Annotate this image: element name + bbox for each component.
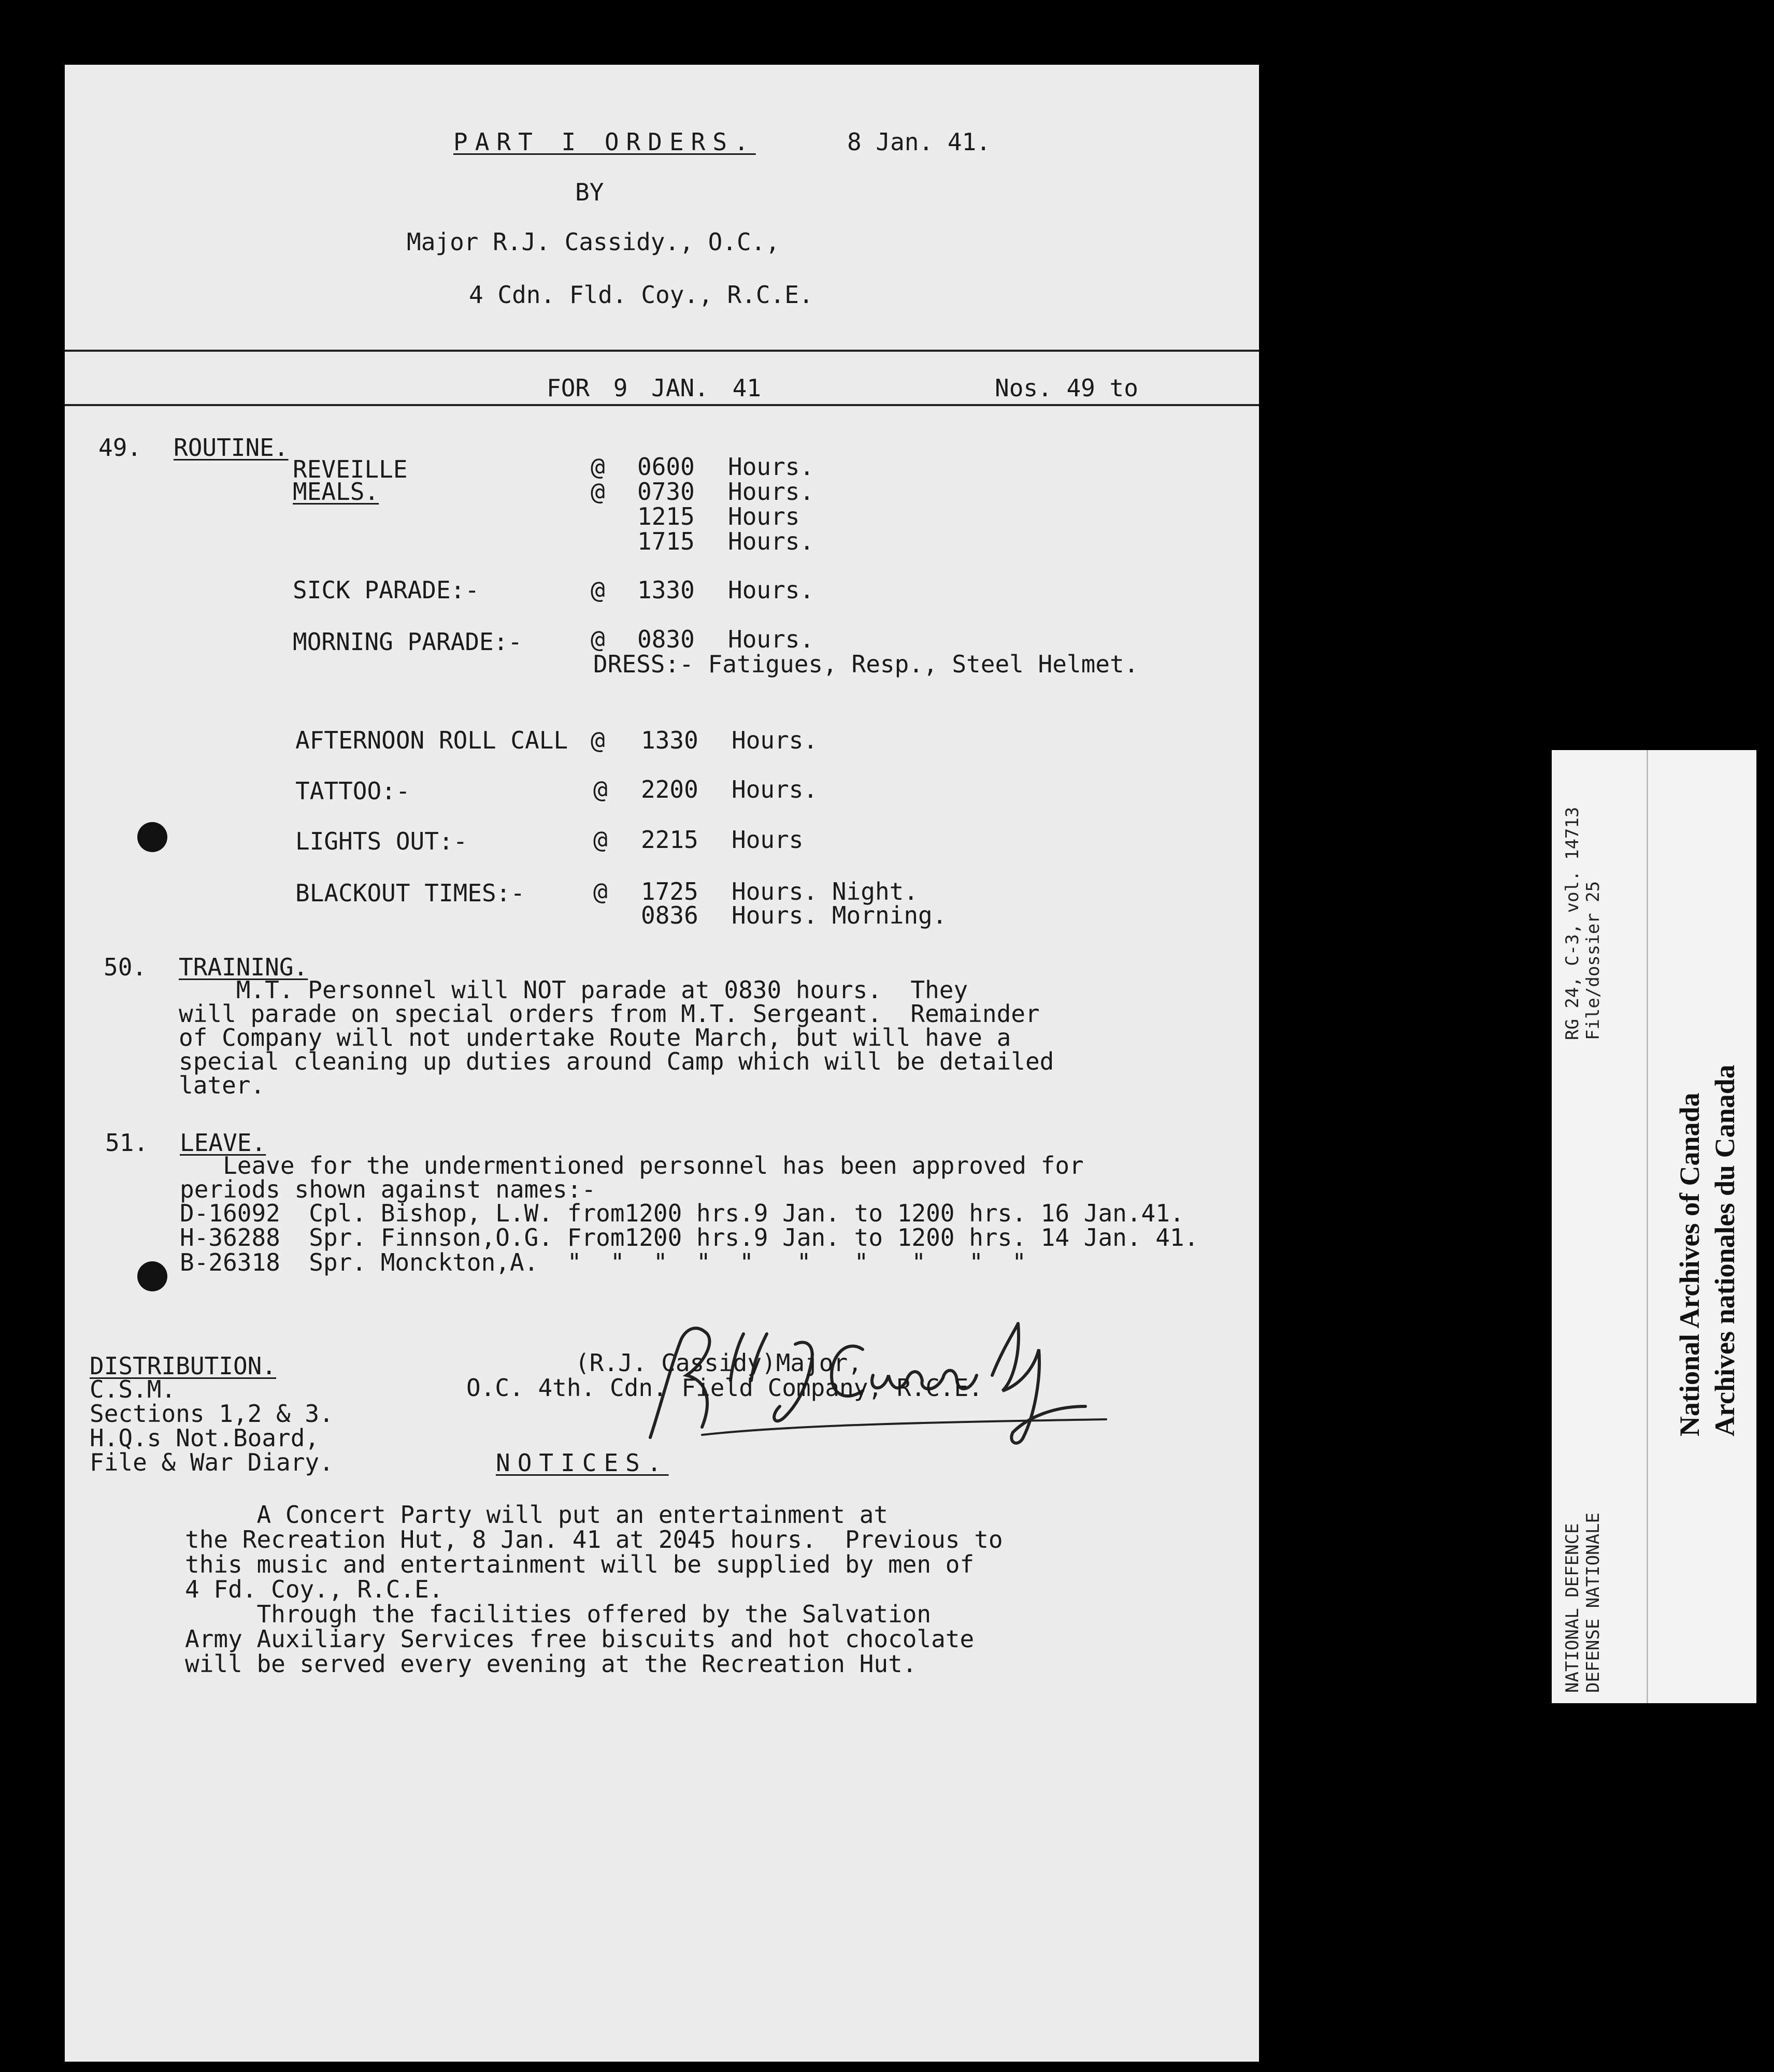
- routine-unit: Hours.: [728, 527, 814, 555]
- notices-line: 4 Fd. Coy., R.C.E.: [185, 1575, 444, 1603]
- routine-time: 1330: [641, 726, 698, 754]
- routine-time: 0730: [637, 478, 695, 506]
- routine-heading: ROUTINE.: [174, 434, 289, 462]
- training-line: will parade on special orders from M.T. Sergeant. Remainder: [179, 1000, 1040, 1028]
- header-rule-top: [65, 350, 1259, 352]
- notices-line: Through the facilities offered by the Salvation: [185, 1600, 932, 1628]
- order-numbers: Nos. 49 to: [995, 374, 1138, 402]
- routine-number: 49.: [98, 434, 142, 462]
- routine-unit: Hours.: [728, 576, 814, 604]
- card-divider: [1647, 750, 1648, 1703]
- at-sign: @: [591, 478, 605, 506]
- routine-unit: Hours.: [728, 453, 814, 481]
- routine-time: 0836: [641, 901, 698, 929]
- notices-heading: NOTICES.: [496, 1449, 669, 1477]
- routine-label: REVEILLE: [293, 455, 408, 483]
- routine-unit: Hours. Morning.: [732, 901, 947, 929]
- distribution-line: File & War Diary.: [90, 1448, 334, 1476]
- routine-label: MEALS.: [293, 478, 379, 506]
- at-sign: @: [593, 775, 608, 803]
- document-page: [65, 65, 1259, 2062]
- training-line: M.T. Personnel will NOT parade at 0830 hours. They: [179, 976, 968, 1004]
- notices-line: Army Auxiliary Services free biscuits and hot chocolate: [185, 1625, 975, 1653]
- routine-time: 2215: [641, 826, 698, 854]
- leave-heading: LEAVE.: [180, 1129, 266, 1157]
- leave-number: 51.: [105, 1129, 149, 1157]
- routine-unit: Hours.: [732, 726, 818, 754]
- by-line: BY: [575, 178, 604, 206]
- routine-label: AFTERNOON ROLL CALL: [295, 726, 568, 754]
- archive-file: File/dossier 25: [1583, 881, 1604, 1040]
- routine-label: LIGHTS OUT:-: [295, 827, 468, 855]
- notices-line: the Recreation Hut, 8 Jan. 41 at 2045 hours. Previous to: [185, 1526, 1003, 1553]
- training-number: 50.: [104, 953, 147, 981]
- distribution-heading: DISTRIBUTION.: [90, 1352, 277, 1380]
- distribution-line: Sections 1,2 & 3.: [90, 1400, 334, 1428]
- training-line: later.: [179, 1071, 265, 1099]
- at-sign: @: [591, 726, 605, 754]
- notices-line: A Concert Party will put an entertainment at: [185, 1501, 889, 1529]
- routine-unit: Hours: [732, 826, 804, 854]
- distribution-line: H.Q.s Not.Board,: [90, 1424, 320, 1452]
- header-rule-bottom: [65, 404, 1259, 406]
- leave-intro: Leave for the undermentioned personnel has been approved for: [180, 1152, 1084, 1179]
- leave-entry: D-16092 Cpl. Bishop, L.W. from1200 hrs.9 Jan. to 1200 hrs. 16 Jan.41.: [180, 1199, 1184, 1227]
- leave-entry: B-26318 Spr. Monckton,A. " " " " " " " " " ": [180, 1248, 1026, 1276]
- archive-label-card: [1552, 750, 1756, 1703]
- distribution-line: C.S.M.: [90, 1375, 176, 1403]
- unit-line: 4 Cdn. Fld. Coy., R.C.E.: [469, 281, 813, 309]
- routine-time: 0600: [637, 453, 695, 481]
- routine-unit: Hours.: [728, 478, 814, 506]
- document-date: 8 Jan. 41.: [847, 128, 991, 156]
- for-date: FOR 9 JAN. 41: [547, 374, 762, 402]
- officer-line: Major R.J. Cassidy., O.C.,: [407, 228, 780, 256]
- at-sign: @: [591, 625, 605, 653]
- routine-unit: Hours. Night.: [732, 877, 919, 905]
- signatory-title: O.C. 4th. Cdn. Field Company, R.C.E.: [466, 1374, 983, 1402]
- dress-line: DRESS:- Fatigues, Resp., Steel Helmet.: [593, 650, 1139, 678]
- leave-entry: H-36288 Spr. Finnson,O.G. From1200 hrs.9 Jan. to 1200 hrs. 14 Jan. 41.: [180, 1224, 1199, 1251]
- punch-hole: [137, 1261, 167, 1291]
- routine-unit: Hours.: [732, 775, 818, 803]
- leave-intro: periods shown against names:-: [180, 1175, 596, 1203]
- routine-unit: Hours: [728, 502, 800, 530]
- routine-unit: Hours.: [728, 625, 814, 653]
- archives-name-fr: Archives nationales du Canada: [1709, 1064, 1740, 1436]
- punch-hole: [137, 822, 167, 852]
- at-sign: @: [591, 453, 605, 481]
- archive-reference: RG 24, C-3, vol. 14713: [1562, 807, 1583, 1040]
- routine-time: 2200: [641, 775, 698, 803]
- notices-line: this music and entertainment will be supplied by men of: [185, 1550, 975, 1578]
- routine-time: 1330: [637, 576, 695, 604]
- at-sign: @: [593, 826, 608, 854]
- at-sign: @: [593, 877, 608, 905]
- routine-time: 1725: [641, 877, 698, 905]
- routine-time: 1715: [637, 527, 695, 555]
- routine-label: BLACKOUT TIMES:-: [295, 879, 525, 907]
- document-title: PART I ORDERS.: [453, 128, 756, 156]
- training-line: of Company will not undertake Route March, but will have a: [179, 1024, 1011, 1052]
- archives-name-en: National Archives of Canada: [1674, 1092, 1705, 1436]
- department-fr: DEFENSE NATIONALE: [1583, 1513, 1604, 1693]
- at-sign: @: [591, 576, 605, 604]
- notices-line: will be served every evening at the Recreation Hut.: [185, 1650, 917, 1678]
- routine-label: TATTOO:-: [295, 777, 410, 805]
- training-line: special cleaning up duties around Camp which will be detailed: [179, 1047, 1054, 1075]
- signatory-name: (R.J. Cassidy)Major,: [575, 1349, 862, 1377]
- routine-time: 0830: [637, 625, 695, 653]
- routine-time: 1215: [637, 502, 695, 530]
- routine-label: SICK PARADE:-: [293, 576, 480, 604]
- department-en: NATIONAL DEFENCE: [1562, 1523, 1583, 1693]
- routine-label: MORNING PARADE:-: [293, 628, 523, 656]
- training-heading: TRAINING.: [179, 953, 308, 981]
